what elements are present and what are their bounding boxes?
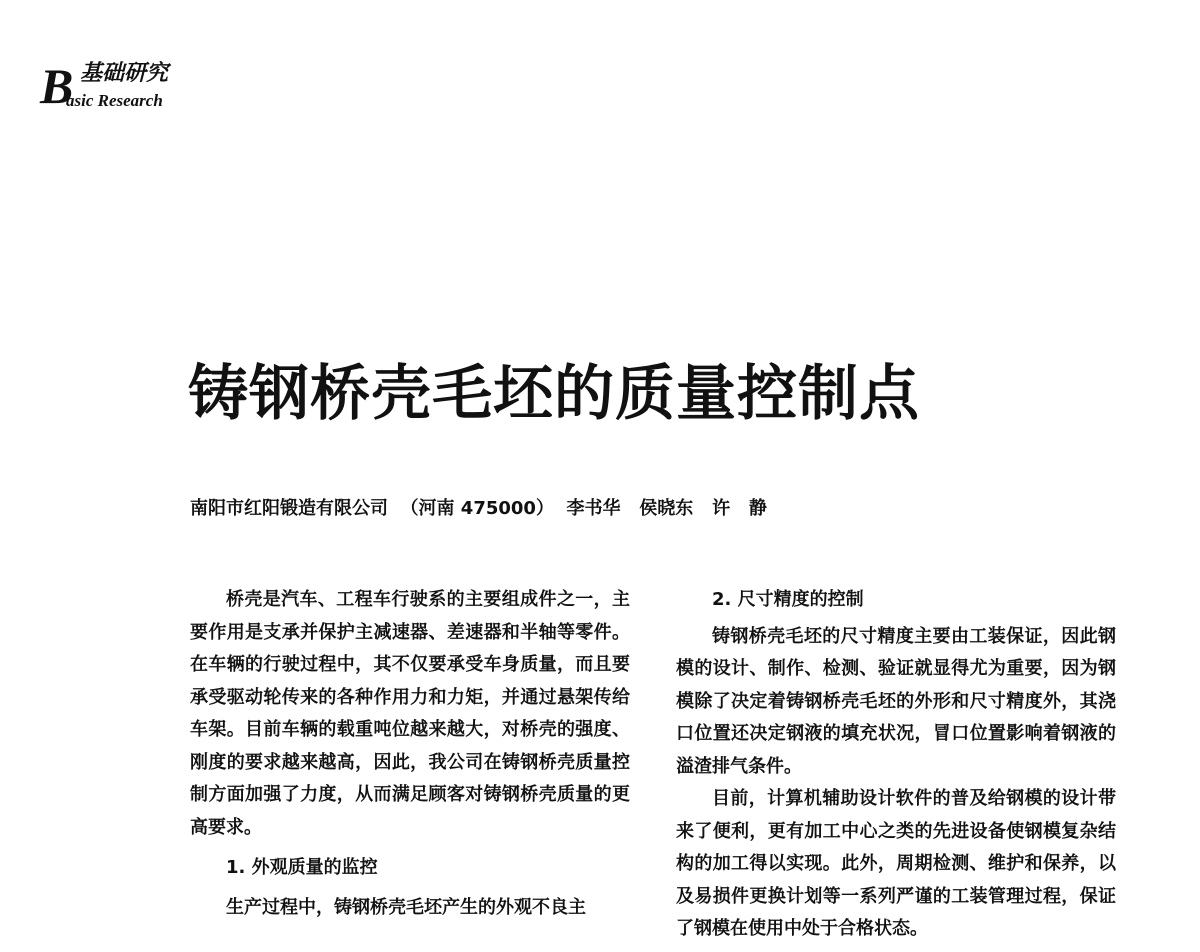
- body-column-left: [190, 584, 630, 925]
- logo-section-chinese: 基础研究: [80, 60, 169, 86]
- journal-section-logo: [40, 58, 260, 116]
- author-affiliation-line: 南阳市红阳锻造有限公司 （河南 475000） 李书华 侯晓东 许 静: [190, 498, 767, 519]
- section2-paragraph-2: 目前，计算机辅助设计软件的普及给钢模的设计带来了便利，更有加工中心之类的先进设备使钢模复杂结构的加工得以实现。此外，周期检测、维护和保养，以及易损件更换计划等一系列严谨的工装管理过程，保证了钢模在使用中处于合格状态。: [676, 788, 1116, 939]
- section1-paragraph: 生产过程中，铸钢桥壳毛坯产生的外观不良主: [226, 897, 586, 918]
- body-column-right: [676, 584, 1116, 946]
- section-heading-dimensional-accuracy: 2. 尺寸精度的控制: [712, 589, 864, 610]
- logo-letter: B: [40, 58, 74, 114]
- section2-paragraph-1: 铸钢桥壳毛坯的尺寸精度主要由工装保证，因此钢模的设计、制作、检测、验证就显得尤为重要，因为钢模除了决定着铸钢桥壳毛坯的外形和尺寸精度外，其浇口位置还决定钢液的填充状况，冒口位置影响着钢液的溢渣排气条件。: [676, 625, 1116, 777]
- intro-paragraph: 桥壳是汽车、工程车行驶系的主要组成件之一，主要作用是支承并保护主减速器、差速器和半轴等零件。在车辆的行驶过程中，其不仅要承受车身质量，而且要承受驱动轮传来的各种作用力和力矩，并通过悬架传给车架。目前车辆的载重吨位越来越大，对桥壳的强度、刚度的要求越来越高，因此，我公司在铸钢桥壳质量控制方面加强了力度，从而满足顾客对铸钢桥壳质量的更高要求。: [190, 589, 630, 838]
- section-heading-appearance-quality: 1. 外观质量的监控: [226, 857, 378, 878]
- logo-section-english: asic Research: [66, 91, 163, 110]
- article-title: 铸钢桥壳毛坯的质量控制点: [188, 359, 920, 429]
